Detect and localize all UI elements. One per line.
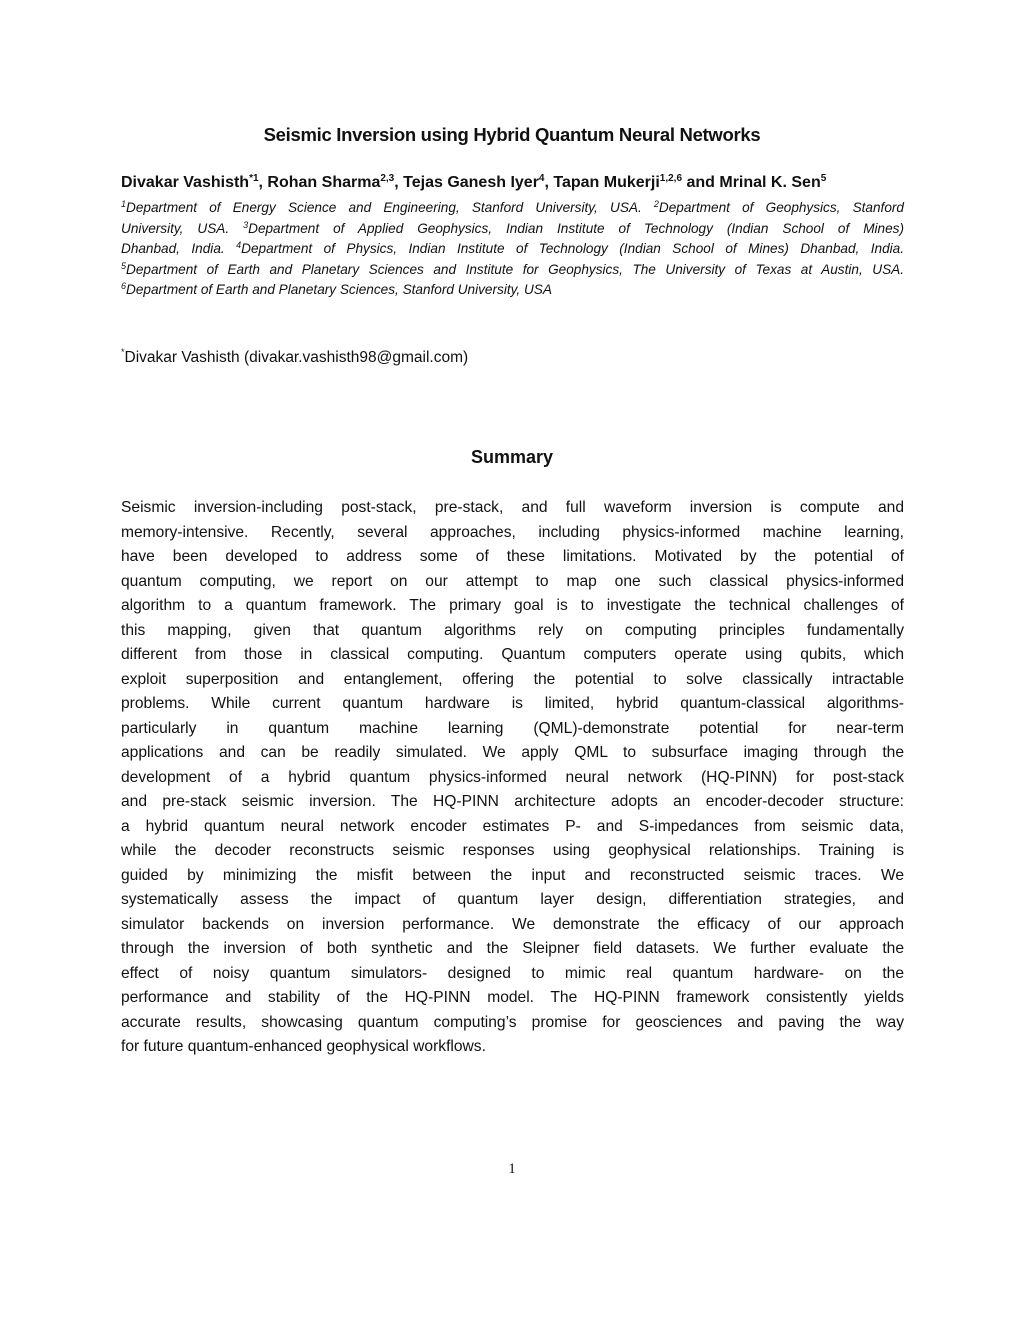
summary-line: exploit superposition and entanglement, offering the potential to solve classically intractable	[121, 670, 904, 688]
summary-body	[121, 496, 904, 1060]
author: Rohan Sharma$^{2,3}$,	[267, 173, 404, 191]
summary-line: effect of noisy quantum simulators- designed to mimic real quantum hardware- on the	[121, 964, 904, 982]
summary-line: particularly in quantum machine learning (QML)-demonstrate potential for near-term	[121, 719, 904, 737]
author: Mrinal K. Sen$^5$	[719, 173, 827, 191]
summary-line: guided by minimizing the misfit between the input and reconstructed seismic traces. We	[121, 866, 904, 884]
summary-line: a hybrid quantum neural network encoder estimates P- and S-impedances from seismic data,	[121, 817, 904, 835]
corresponding-author: *Divakar Vashisth (divakar.vashisth98@gmail.com)	[121, 347, 469, 366]
summary-line: quantum computing, we report on our attempt to map one such classical physics-informed	[121, 572, 904, 590]
summary-line: have been developed to address some of these limitations. Motivated by the potential of	[121, 548, 904, 565]
summary-line: performance and stability of the HQ-PINN model. The HQ-PINN framework consistently yields	[121, 989, 904, 1006]
summary-line: through the inversion of both synthetic and the Sleipner field datasets. We further evaluate the	[121, 940, 904, 957]
affiliation-line: Dhanbad, India. $^4$Department of Physics, Indian Institute of Technology (Indian School of Mines) Dhanbad, India.	[121, 240, 905, 257]
author: Tejas Ganesh Iyer$^4$,	[403, 173, 554, 191]
page-number: 1	[508, 1161, 516, 1177]
summary-line: accurate results, showcasing quantum computing’s promise for geosciences and paving the way	[121, 1013, 904, 1031]
affiliations	[121, 198, 904, 301]
summary-line: algorithm to a quantum framework. The primary goal is to investigate the technical challenges of	[121, 597, 904, 614]
affiliation-line: $^5$Department of Earth and Planetary Sciences and Institute for Geophysics, The University of Texas at Austin, USA.	[121, 260, 904, 277]
summary-line: and pre-stack seismic inversion. The HQ-PINN architecture adopts an encoder-decoder structure:	[121, 793, 904, 810]
author: Divakar Vashisth$^{*1}$,	[121, 173, 268, 191]
summary-line: this mapping, given that quantum algorithms rely on computing principles fundamentally	[121, 621, 904, 639]
summary-line: development of a hybrid quantum physics-informed neural network (HQ-PINN) for post-stack	[121, 768, 904, 786]
affiliation-line: $^1$Department of Energy Science and Engineering, Stanford University, USA. $^2$Department of Geophysics, Stanford	[121, 199, 904, 215]
summary-line: while the decoder reconstructs seismic responses using geophysical relationships. Training is	[121, 842, 904, 859]
author-list	[121, 174, 911, 192]
summary-line: applications and can be readily simulated. We apply QML to subsurface imaging through the	[121, 744, 904, 761]
summary-line: memory-intensive. Recently, several approaches, including physics-informed machine learning,	[121, 523, 904, 541]
author: Tapan Mukerji$^{1,2,6}$ and	[553, 173, 720, 191]
summary-line: systematically assess the impact of quantum layer design, differentiation strategies, and	[121, 891, 904, 908]
affiliation-line: $^6$Department of Earth and Planetary Sciences, Stanford University, USA	[121, 281, 552, 298]
affiliation-line: University, USA. $^3$Department of Applied Geophysics, Indian Institute of Technology (Indian School of Mines)	[121, 219, 904, 236]
paper-title: Seismic Inversion using Hybrid Quantum Neural Networks	[263, 124, 761, 145]
summary-line: different from those in classical computing. Quantum computers operate using qubits, which	[121, 646, 904, 663]
summary-line: problems. While current quantum hardware is limited, hybrid quantum-classical algorithms-	[121, 695, 904, 712]
summary-line: simulator backends on inversion performance. We demonstrate the efficacy of our approach	[121, 915, 904, 933]
summary-line: for future quantum-enhanced geophysical workflows.	[121, 1038, 486, 1055]
summary-line: Seismic inversion-including post-stack, pre-stack, and full waveform inversion is compute and	[121, 499, 904, 516]
summary-heading: Summary	[470, 447, 554, 467]
